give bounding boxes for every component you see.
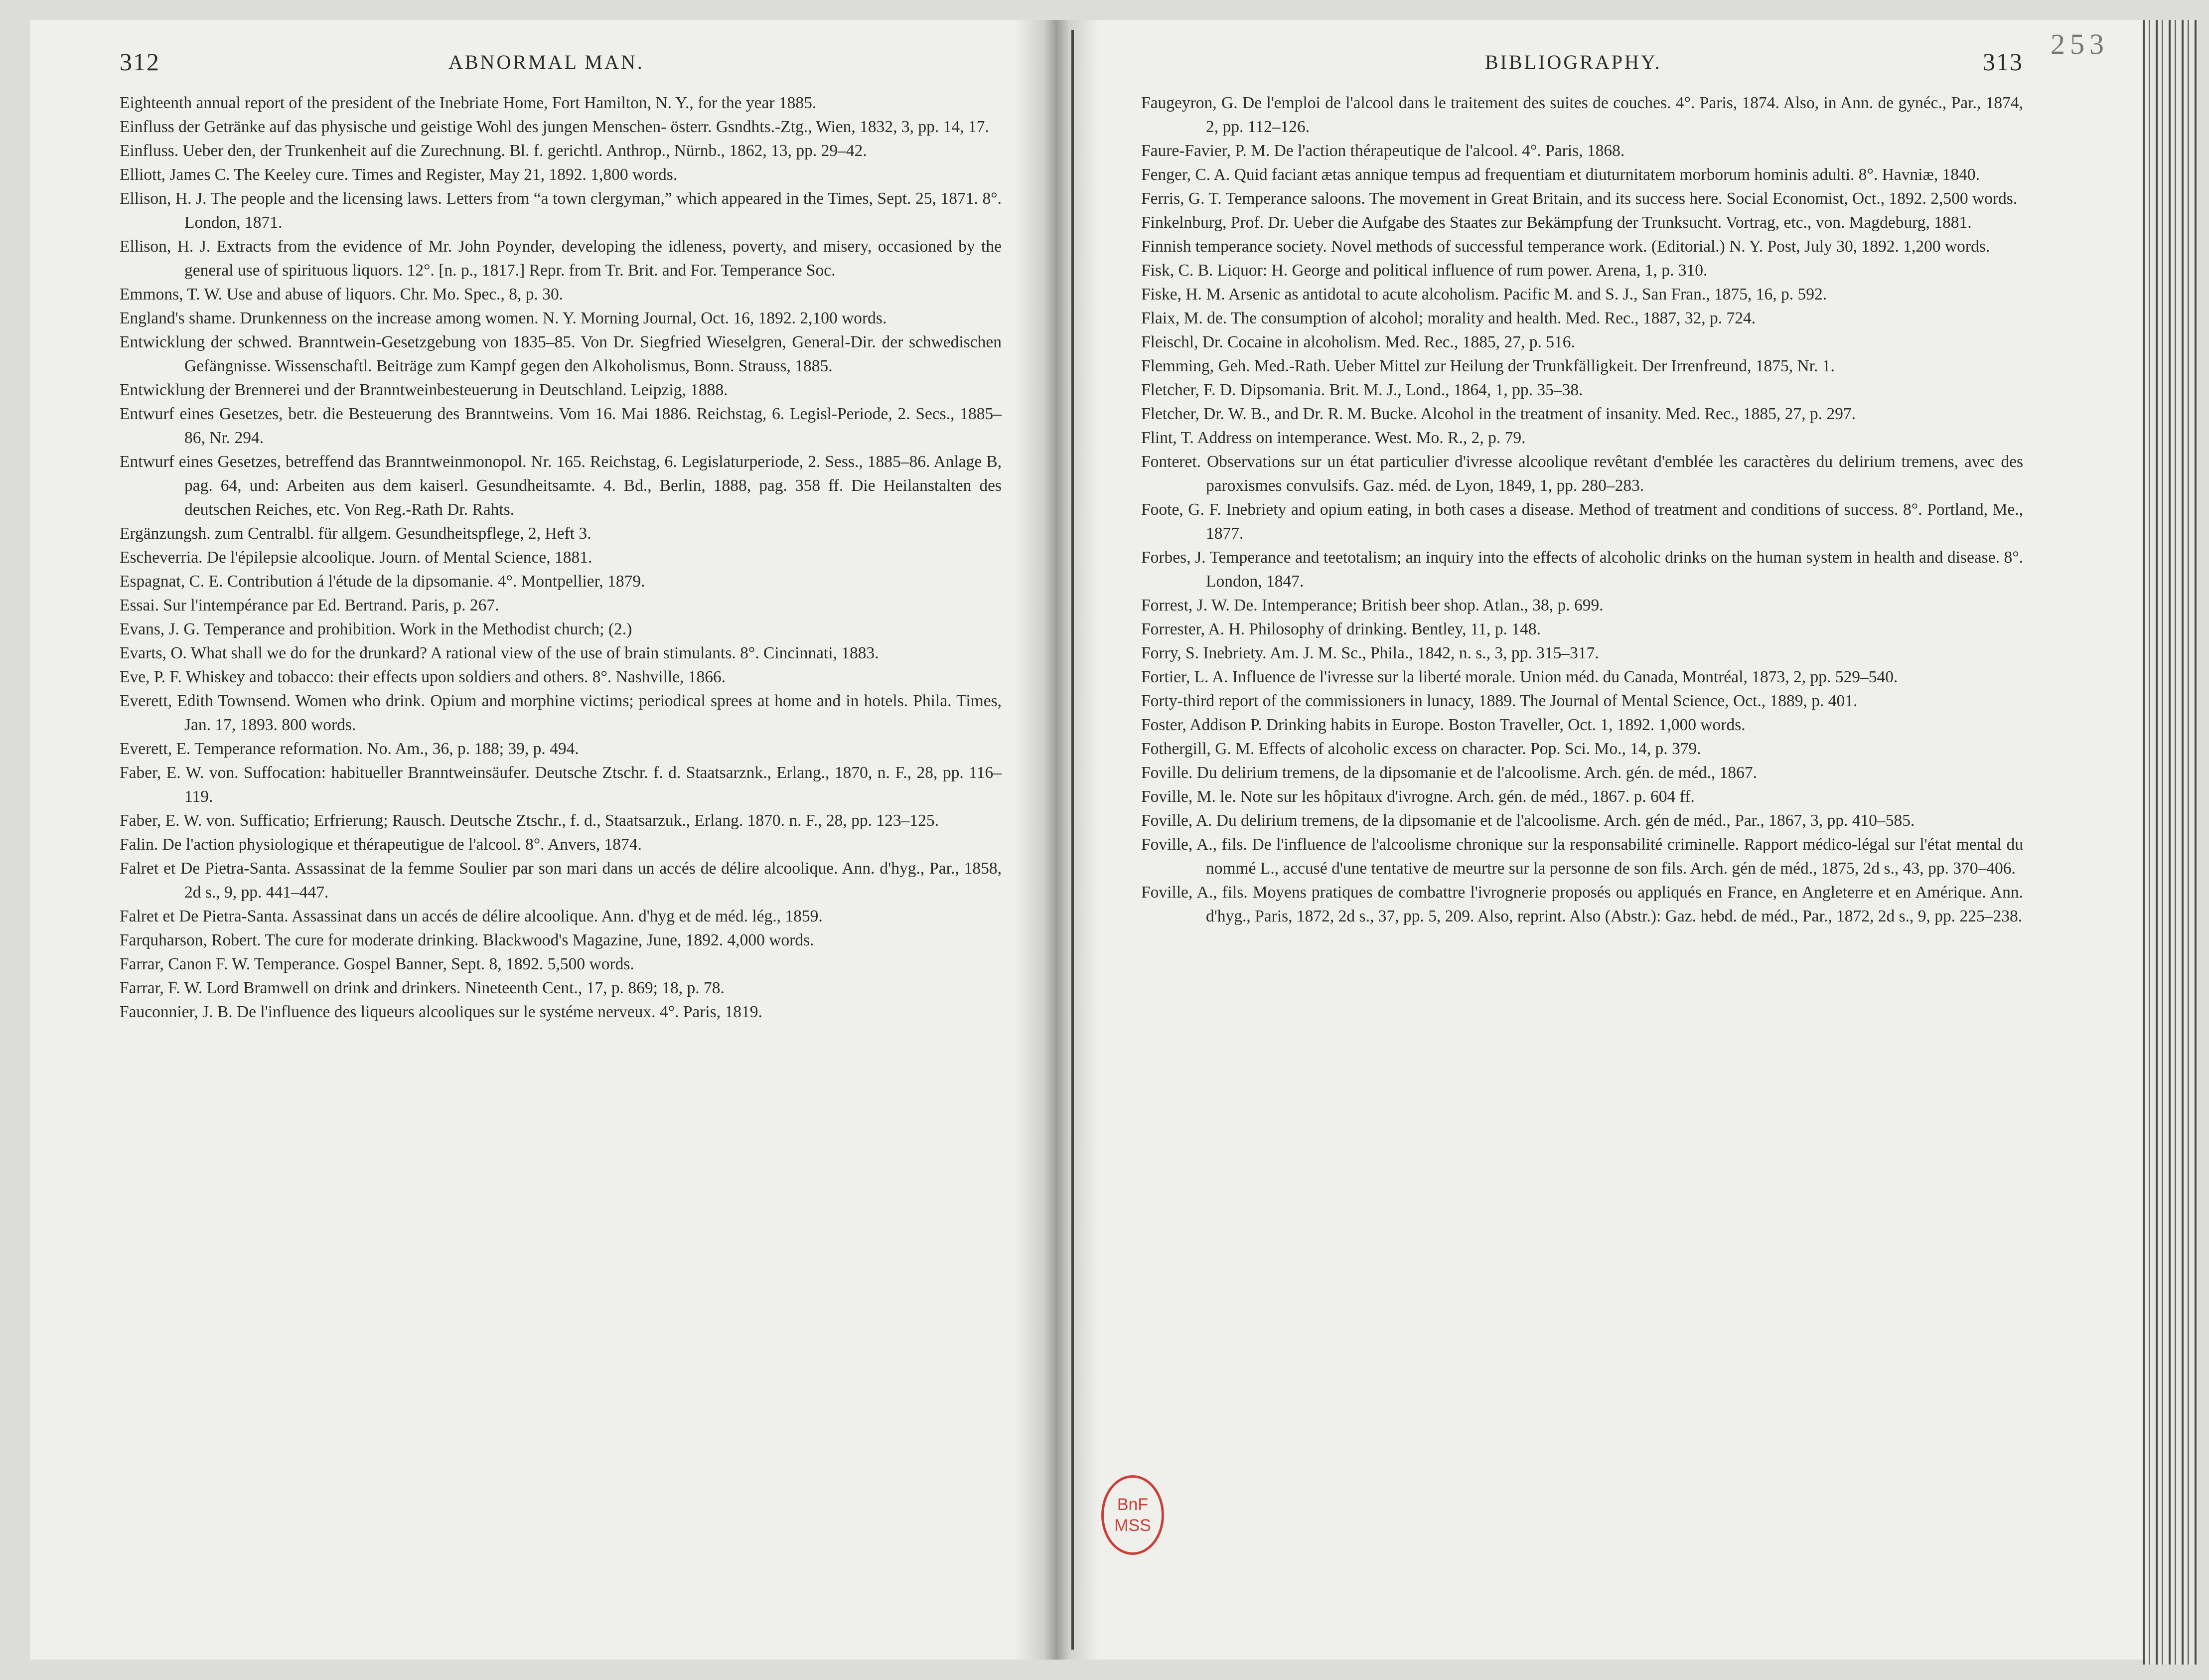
bibliography-entry: Foville. Du delirium tremens, de la dipsomanie et de l'alcoolisme. Arch. gén. de méd., 1867.	[1141, 764, 1757, 782]
bibliography-entry: Einfluss. Ueber den, der Trunkenheit auf die Zurechnung. Bl. f. gerichtl. Anthrop., Nürnb., 1862, 13, pp. 29–42.	[120, 142, 867, 160]
bibliography-entry: Eve, P. F. Whiskey and tobacco: their effects upon soldiers and others. 8°. Nashville, 1866.	[120, 668, 726, 686]
bibliography-entry: Ellison, H. J. Extracts from the evidence of Mr. John Poynder, developing the idleness, poverty, and misery, occasioned by the general use of spirituous liquors. 12°. [n. p., 1817.] Repr. from Tr. Brit. and For. Temperance Soc.	[120, 237, 1002, 280]
bibliography-entry: Forrest, J. W. De. Intemperance; British beer shop. Atlan., 38, p. 699.	[1141, 596, 1604, 614]
bibliography-entry: Falin. De l'action physiologique et thérapeutigue de l'alcool. 8°. Anvers, 1874.	[120, 835, 642, 854]
bibliography-entry: Forty-third report of the commissioners in lunacy, 1889. The Journal of Mental Science, Oct., 1889, p. 401.	[1141, 692, 1858, 710]
page-edge-strip	[2143, 20, 2198, 1665]
bibliography-entry: Evarts, O. What shall we do for the drunkard? A rational view of the use of brain stimulants. 8°. Cincinnati, 1883.	[120, 644, 879, 662]
bibliography-entry: Faugeyron, G. De l'emploi de l'alcool dans le traitement des suites de couches. 4°. Paris, 1874. Also, in Ann. de gynéc., Par., 1874, 2, pp. 112–126.	[1141, 94, 2023, 136]
bibliography-entry: Ellison, H. J. The people and the licensing laws. Letters from “a town clergyman,” which appeared in the Times, Sept. 25, 1871. 8°. London, 1871.	[120, 189, 1002, 232]
bibliography-entry: Flemming, Geh. Med.-Rath. Ueber Mittel zur Heilung der Trunkfälligkeit. Der Irrenfreund, 1875, Nr. 1.	[1141, 357, 1835, 375]
bibliography-entry: Foville, A. Du delirium tremens, de la dipsomanie et de l'alcoolisme. Arch. gén de méd., Par., 1867, 3, pp. 410–585.	[1141, 811, 1915, 830]
bibliography-entry: Einfluss der Getränke auf das physische und geistige Wohl des jungen Menschen- österr. Gsndhts.-Ztg., Wien, 1832, 3, pp. 14, 17.	[120, 118, 989, 136]
bibliography-entry: Eighteenth annual report of the president of the Inebriate Home, Fort Hamilton, N. Y., for the year 1885.	[120, 94, 817, 112]
library-stamp	[1101, 1475, 1164, 1555]
left-page-number: 312	[120, 48, 160, 76]
right-bibliography-entries	[1141, 91, 2023, 928]
bibliography-entry: Falret et De Pietra-Santa. Assassinat de la femme Soulier par son mari dans un accés de délire alcoolique. Ann. d'hyg., Par., 1858, 2d s., 9, pp. 441–447.	[120, 859, 1002, 902]
bibliography-entry: Flint, T. Address on intemperance. West. Mo. R., 2, p. 79.	[1141, 429, 1526, 447]
right-running-title: BIBLIOGRAPHY.	[1485, 51, 1662, 73]
bibliography-entry: Forry, S. Inebriety. Am. J. M. Sc., Phila., 1842, n. s., 3, pp. 315–317.	[1141, 644, 1599, 662]
bibliography-entry: Farrar, F. W. Lord Bramwell on drink and drinkers. Nineteenth Cent., 17, p. 869; 18, p. 78.	[120, 979, 725, 997]
book-gutter	[1014, 20, 1099, 1660]
bibliography-entry: Finnish temperance society. Novel methods of successful temperance work. (Editorial.) N. Y. Post, July 30, 1892. 1,200 words.	[1141, 237, 1990, 256]
bibliography-entry: Entwurf eines Gesetzes, betr. die Besteuerung des Branntweins. Vom 16. Mai 1886. Reichstag, 6. Legisl-Periode, 2. Secs., 1885–86, Nr. 294.	[120, 405, 1002, 447]
gutter-line	[1071, 30, 1074, 1650]
bibliography-entry: Everett, E. Temperance reformation. No. Am., 36, p. 188; 39, p. 494.	[120, 740, 579, 758]
bibliography-entry: Foster, Addison P. Drinking habits in Europe. Boston Traveller, Oct. 1, 1892. 1,000 words.	[1141, 716, 1746, 734]
bibliography-entry: Farquharson, Robert. The cure for moderate drinking. Blackwood's Magazine, June, 1892. 4,000 words.	[120, 931, 814, 949]
bibliography-entry: Entwicklung der Brennerei und der Branntweinbesteuerung in Deutschland. Leipzig, 1888.	[120, 381, 728, 399]
bibliography-entry: Ergänzungsh. zum Centralbl. für allgem. Gesundheitspflege, 2, Heft 3.	[120, 524, 591, 543]
bibliography-entry: England's shame. Drunkenness on the increase among women. N. Y. Morning Journal, Oct. 16, 1892. 2,100 words.	[120, 309, 887, 327]
bibliography-entry: Fauconnier, J. B. De l'influence des liqueurs alcooliques sur le systéme nerveux. 4°. Paris, 1819.	[120, 1003, 762, 1021]
bibliography-entry: Falret et De Pietra-Santa. Assassinat dans un accés de délire alcoolique. Ann. d'hyg et de méd. lég., 1859.	[120, 907, 823, 925]
stamp-line-1: BnF	[1117, 1495, 1149, 1514]
bibliography-entry: Faber, E. W. von. Suffocation: habitueller Branntweinsäufer. Deutsche Ztschr. f. d. Staatsarznk., Erlang., 1870, n. F., 28, pp. 116–119.	[120, 764, 1002, 806]
right-page-number: 313	[1983, 48, 2023, 76]
bibliography-entry: Foville, A., fils. Moyens pratiques de combattre l'ivrognerie proposés ou appliqués en France, en Angleterre et en Amérique. Ann. d'hyg., Paris, 1872, 2d s., 37, pp. 5, 209. Also, reprint. Also (Abstr.): Gaz. hebd. de méd., Par., 1872, 2d s., 9, pp. 225–238.	[1141, 883, 2023, 925]
bibliography-entry: Flaix, M. de. The consumption of alcohol; morality and health. Med. Rec., 1887, 32, p. 724.	[1141, 309, 1756, 327]
bibliography-entry: Elliott, James C. The Keeley cure. Times and Register, May 21, 1892. 1,800 words.	[120, 165, 678, 184]
bibliography-entry: Farrar, Canon F. W. Temperance. Gospel Banner, Sept. 8, 1892. 5,500 words.	[120, 955, 634, 973]
bibliography-entry: Fletcher, F. D. Dipsomania. Brit. M. J., Lond., 1864, 1, pp. 35–38.	[1141, 381, 1583, 399]
left-bibliography-entries	[120, 91, 1002, 1024]
bibliography-entry: Forrester, A. H. Philosophy of drinking. Bentley, 11, p. 148.	[1141, 620, 1541, 638]
bibliography-entry: Finkelnburg, Prof. Dr. Ueber die Aufgabe des Staates zur Bekämpfung der Trunksucht. Vortrag, etc., von. Magdeburg, 1881.	[1141, 213, 1972, 232]
bibliography-entry: Forbes, J. Temperance and teetotalism; an inquiry into the effects of alcoholic drinks on the human system in health and disease. 8°. London, 1847.	[1141, 548, 2023, 591]
bibliography-entry: Fletcher, Dr. W. B., and Dr. R. M. Bucke. Alcohol in the treatment of insanity. Med. Rec., 1885, 27, p. 297.	[1141, 405, 1856, 423]
bibliography-entry: Fonteret. Observations sur un état particulier d'ivresse alcoolique revêtant d'emblée les caractères du delirium tremens, avec des paroxismes convulsifs. Gaz. méd. de Lyon, 1849, 1, pp. 280–283.	[1141, 453, 2023, 495]
bibliography-entry: Fenger, C. A. Quid faciant ætas annique tempus ad frequentiam et diuturnitatem morborum hominis adulti. 8°. Havniæ, 1840.	[1141, 165, 1980, 184]
bibliography-entry: Everett, Edith Townsend. Women who drink. Opium and morphine victims; periodical sprees at home and in hotels. Phila. Times, Jan. 17, 1893. 800 words.	[120, 692, 1002, 734]
bibliography-entry: Foville, M. le. Note sur les hôpitaux d'ivrogne. Arch. gén. de méd., 1867. p. 604 ff.	[1141, 787, 1695, 806]
bibliography-entry: Faure-Favier, P. M. De l'action thérapeutique de l'alcool. 4°. Paris, 1868.	[1141, 142, 1625, 160]
bibliography-entry: Fisk, C. B. Liquor: H. George and political influence of rum power. Arena, 1, p. 310.	[1141, 261, 1708, 280]
folio-number: 253	[2051, 28, 2109, 60]
stamp-line-2: MSS	[1114, 1516, 1151, 1535]
bibliography-entry: Fiske, H. M. Arsenic as antidotal to acute alcoholism. Pacific M. and S. J., San Fran., 1875, 16, p. 592.	[1141, 285, 1827, 304]
bibliography-entry: Emmons, T. W. Use and abuse of liquors. Chr. Mo. Spec., 8, p. 30.	[120, 285, 564, 304]
right-running-head	[1141, 47, 2023, 87]
right-page	[1141, 47, 2023, 1632]
bibliography-entry: Fothergill, G. M. Effects of alcoholic excess on character. Pop. Sci. Mo., 14, p. 379.	[1141, 740, 1701, 758]
bibliography-entry: Espagnat, C. E. Contribution á l'étude de la dipsomanie. 4°. Montpellier, 1879.	[120, 572, 645, 591]
bibliography-entry: Fleischl, Dr. Cocaine in alcoholism. Med. Rec., 1885, 27, p. 516.	[1141, 333, 1575, 351]
bibliography-entry: Fortier, L. A. Influence de l'ivresse sur la liberté morale. Union méd. du Canada, Montréal, 1873, 2, pp. 529–540.	[1141, 668, 1898, 686]
bibliography-entry: Ferris, G. T. Temperance saloons. The movement in Great Britain, and its success here. Social Economist, Oct., 1892. 2,500 words.	[1141, 189, 2018, 208]
left-page	[120, 47, 1002, 1632]
bibliography-entry: Entwurf eines Gesetzes, betreffend das Branntweinmonopol. Nr. 165. Reichstag, 6. Legislaturperiode, 2. Sess., 1885–86. Anlage B, pag. 64, und: Arbeiten aus dem kaiserl. Gesundheitsamte. 4. Bd., Berlin, 1888, pag. 358 ff. Die Heilanstalten des deutschen Reiches, etc. Von Reg.-Rath Dr. Rahts.	[120, 453, 1002, 519]
bibliography-entry: Entwicklung der schwed. Branntwein-Gesetzgebung von 1835–85. Von Dr. Siegfried Wieselgren, General-Dir. der schwedischen Gefängnisse. Wissenschaftl. Beiträge zum Kampf gegen den Alkoholismus, Bonn. Strauss, 1885.	[120, 333, 1002, 375]
bibliography-entry: Foville, A., fils. De l'influence de l'alcoolisme chronique sur la responsabilité criminelle. Rapport médico-légal sur l'état mental du nommé L., accusé d'une tentative de meurtre sur la personne de son fils. Arch. gén de méd., 1875, 2d s., 43, pp. 370–406.	[1141, 835, 2023, 878]
left-running-head	[120, 47, 1002, 87]
bibliography-entry: Foote, G. F. Inebriety and opium eating, in both cases a disease. Method of treatment and conditions of success. 8°. Portland, Me., 1877.	[1141, 500, 2023, 543]
bibliography-entry: Escheverria. De l'épilepsie alcoolique. Journ. of Mental Science, 1881.	[120, 548, 592, 567]
bibliography-entry: Evans, J. G. Temperance and prohibition. Work in the Methodist church; (2.)	[120, 620, 632, 638]
bibliography-entry: Faber, E. W. von. Sufficatio; Erfrierung; Rausch. Deutsche Ztschr., f. d., Staatsarzuk., Erlang. 1870. n. F., 28, pp. 123–125.	[120, 811, 939, 830]
left-running-title: ABNORMAL MAN.	[448, 51, 644, 73]
bibliography-entry: Essai. Sur l'intempérance par Ed. Bertrand. Paris, p. 267.	[120, 596, 499, 614]
